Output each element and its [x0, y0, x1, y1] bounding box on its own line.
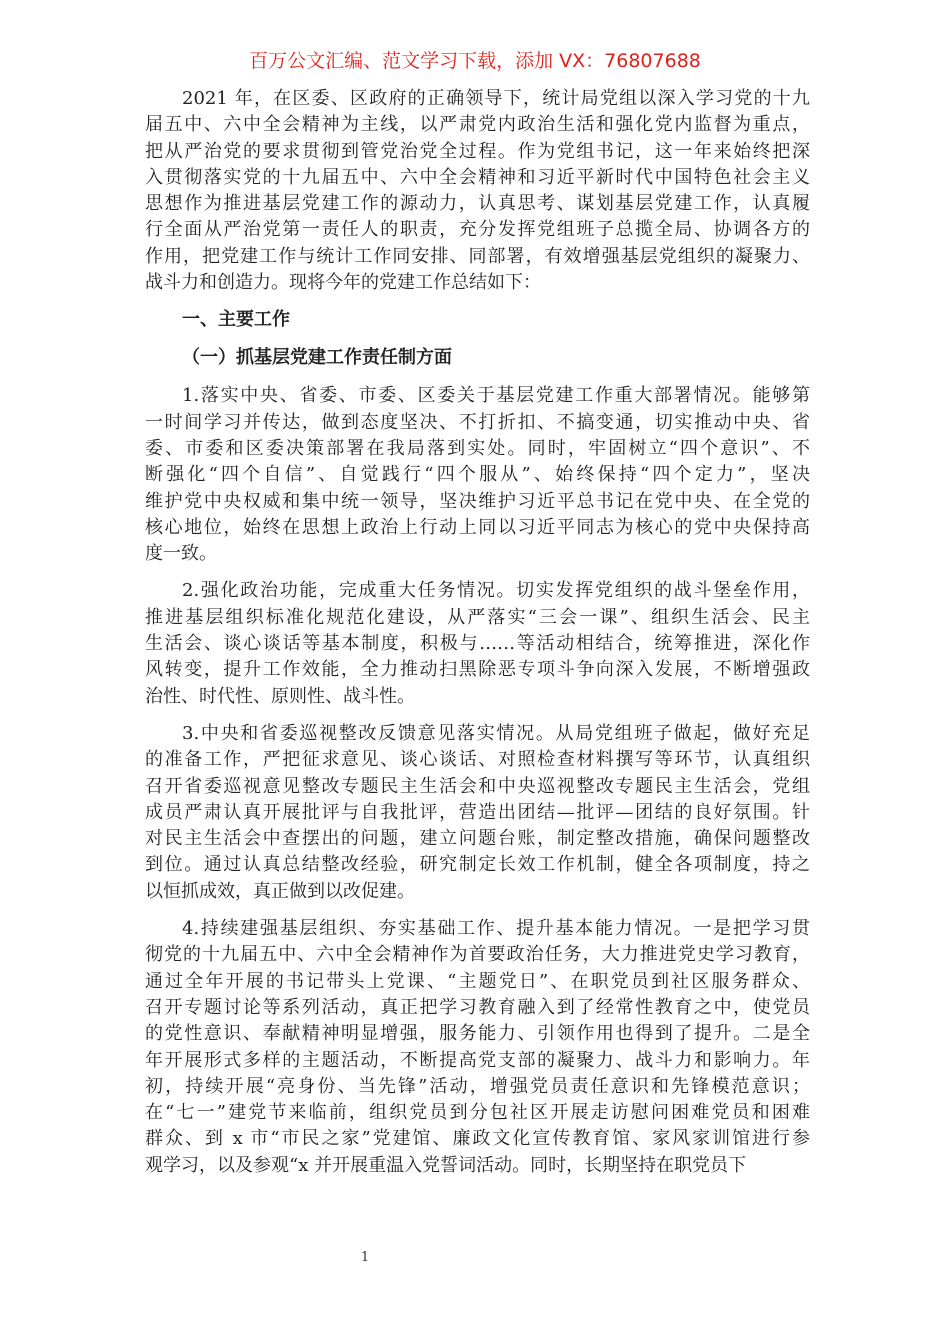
- text-line: 推进基层组织标准化规范化建设，从严落实“三会一课”、组织生活会、民主: [145, 606, 810, 628]
- paragraph: [145, 578, 810, 709]
- section-heading: 一、主要工作: [182, 309, 290, 331]
- document-body: [145, 86, 810, 1190]
- text-line: 作用，把党建工作与统计工作同安排、同部署，有效增强基层党组织的凝聚力、: [145, 245, 810, 267]
- text-line: 断强化“四个自信”、自觉践行“四个服从”、始终保持“四个定力”，坚决: [145, 464, 810, 486]
- text-line: 通过全年开展的书记带头上党课、“主题党日”、在职党员到社区服务群众、: [145, 970, 810, 992]
- text-line: 1.落实中央、省委、市委、区委关于基层党建工作重大部署情况。能够第: [182, 385, 810, 407]
- text-line: 观学习，以及参观“x 并开展重温入党誓词活动。同时，长期坚持在职党员下: [145, 1154, 747, 1176]
- text-line: 思想作为推进基层党建工作的源动力，认真思考、谋划基层党建工作，认真履: [145, 193, 810, 215]
- text-line: 群众、到 x 市“市民之家”党建馆、廉政文化宣传教育馆、家风家训馆进行参: [145, 1128, 810, 1150]
- text-line: 对民主生活会中查摆出的问题，建立问题台账，制定整改措施，确保问题整改: [145, 828, 810, 850]
- text-line: 的党性意识、奉献精神明显增强，服务能力、引领作用也得到了提升。二是全: [145, 1023, 810, 1045]
- paragraph: [145, 916, 810, 1179]
- text-line: 把从严治党的要求贯彻到管党治党全过程。作为党组书记，这一年来始终把深: [145, 140, 810, 162]
- paragraph: [145, 383, 810, 567]
- text-line: 一时间学习并传达，做到态度坚决、不打折扣、不搞变通，切实推动中央、省: [145, 411, 810, 433]
- text-line: 度一致。: [145, 543, 217, 565]
- text-line: 2.强化政治功能，完成重大任务情况。切实发挥党组织的战斗堡垒作用，: [182, 580, 810, 602]
- text-line: 入贯彻落实党的十九届五中、六中全会精神和习近平新时代中国特色社会主义: [145, 166, 810, 188]
- page-number: 1: [360, 1250, 370, 1265]
- text-line: 年开展形式多样的主题活动，不断提高党支部的凝聚力、战斗力和影响力。年: [145, 1049, 810, 1071]
- text-line: 核心地位，始终在思想上政治上行动上同以习近平同志为核心的党中央保持高: [145, 516, 810, 538]
- text-line: 战斗力和创造力。现将今年的党建工作总结如下：: [145, 272, 541, 294]
- text-line: 彻党的十九届五中、六中全会精神作为首要政治任务，大力推进党史学习教育，: [145, 944, 810, 966]
- numbered-paragraphs: [145, 383, 810, 1179]
- text-line: 3.中央和省委巡视整改反馈意见落实情况。从局党组班子做起，做好充足: [182, 722, 810, 744]
- text-line: 届五中、六中全会精神为主线，以严肃党内政治生活和强化党内监督为重点，: [145, 114, 810, 136]
- text-line: 治性、时代性、原则性、战斗性。: [145, 685, 415, 707]
- text-line: 的准备工作，严把征求意见、谈心谈话、对照检查材料撰写等环节，认真组织: [145, 749, 810, 771]
- watermark-banner: 百万公文汇编、范文学习下载，添加 VX：76807688: [249, 50, 701, 72]
- text-line: 生活会、谈心谈话等基本制度，积极与……等活动相结合，统筹推进，深化作: [145, 633, 810, 655]
- text-line: 2021 年，在区委、区政府的正确领导下，统计局党组以深入学习党的十九: [182, 88, 810, 109]
- text-line: 维护党中央权威和集中统一领导，坚决维护习近平总书记在党中央、在全党的: [145, 490, 810, 512]
- text-line: 以恒抓成效，真正做到以改促建。: [145, 880, 415, 902]
- subsection-heading: （一）抓基层党建工作责任制方面: [182, 347, 452, 369]
- paragraph: [145, 721, 810, 905]
- intro-paragraph: [145, 86, 810, 296]
- text-line: 召开专题讨论等系列活动，真正把学习教育融入到了经常性教育之中，使党员: [145, 996, 810, 1018]
- text-line: 到位。通过认真总结整改经验，研究制定长效工作机制，健全各项制度，持之: [145, 854, 810, 876]
- text-line: 初，持续开展“亮身份、当先锋”活动，增强党员责任意识和先锋模范意识；: [145, 1075, 810, 1097]
- text-line: 召开省委巡视意见整改专题民主生活会和中央巡视整改专题民主生活会，党组: [145, 775, 810, 797]
- text-line: 在“七一”建党节来临前，组织党员到分包社区开展走访慰问困难党员和困难: [145, 1102, 810, 1124]
- text-line: 委、市委和区委决策部署在我局落到实处。同时，牢固树立“四个意识”、不: [145, 437, 810, 459]
- text-line: 成员严肃认真开展批评与自我批评，营造出团结—批评—团结的良好氛围。针: [145, 801, 810, 823]
- text-line: 4.持续建强基层组织、夯实基础工作、提升基本能力情况。一是把学习贯: [182, 918, 810, 940]
- text-line: 风转变，提升工作效能，全力推动扫黑除恶专项斗争向深入发展，不断增强政: [145, 659, 810, 681]
- text-line: 行全面从严治党第一责任人的职责，充分发挥党组班子总揽全局、协调各方的: [145, 219, 810, 241]
